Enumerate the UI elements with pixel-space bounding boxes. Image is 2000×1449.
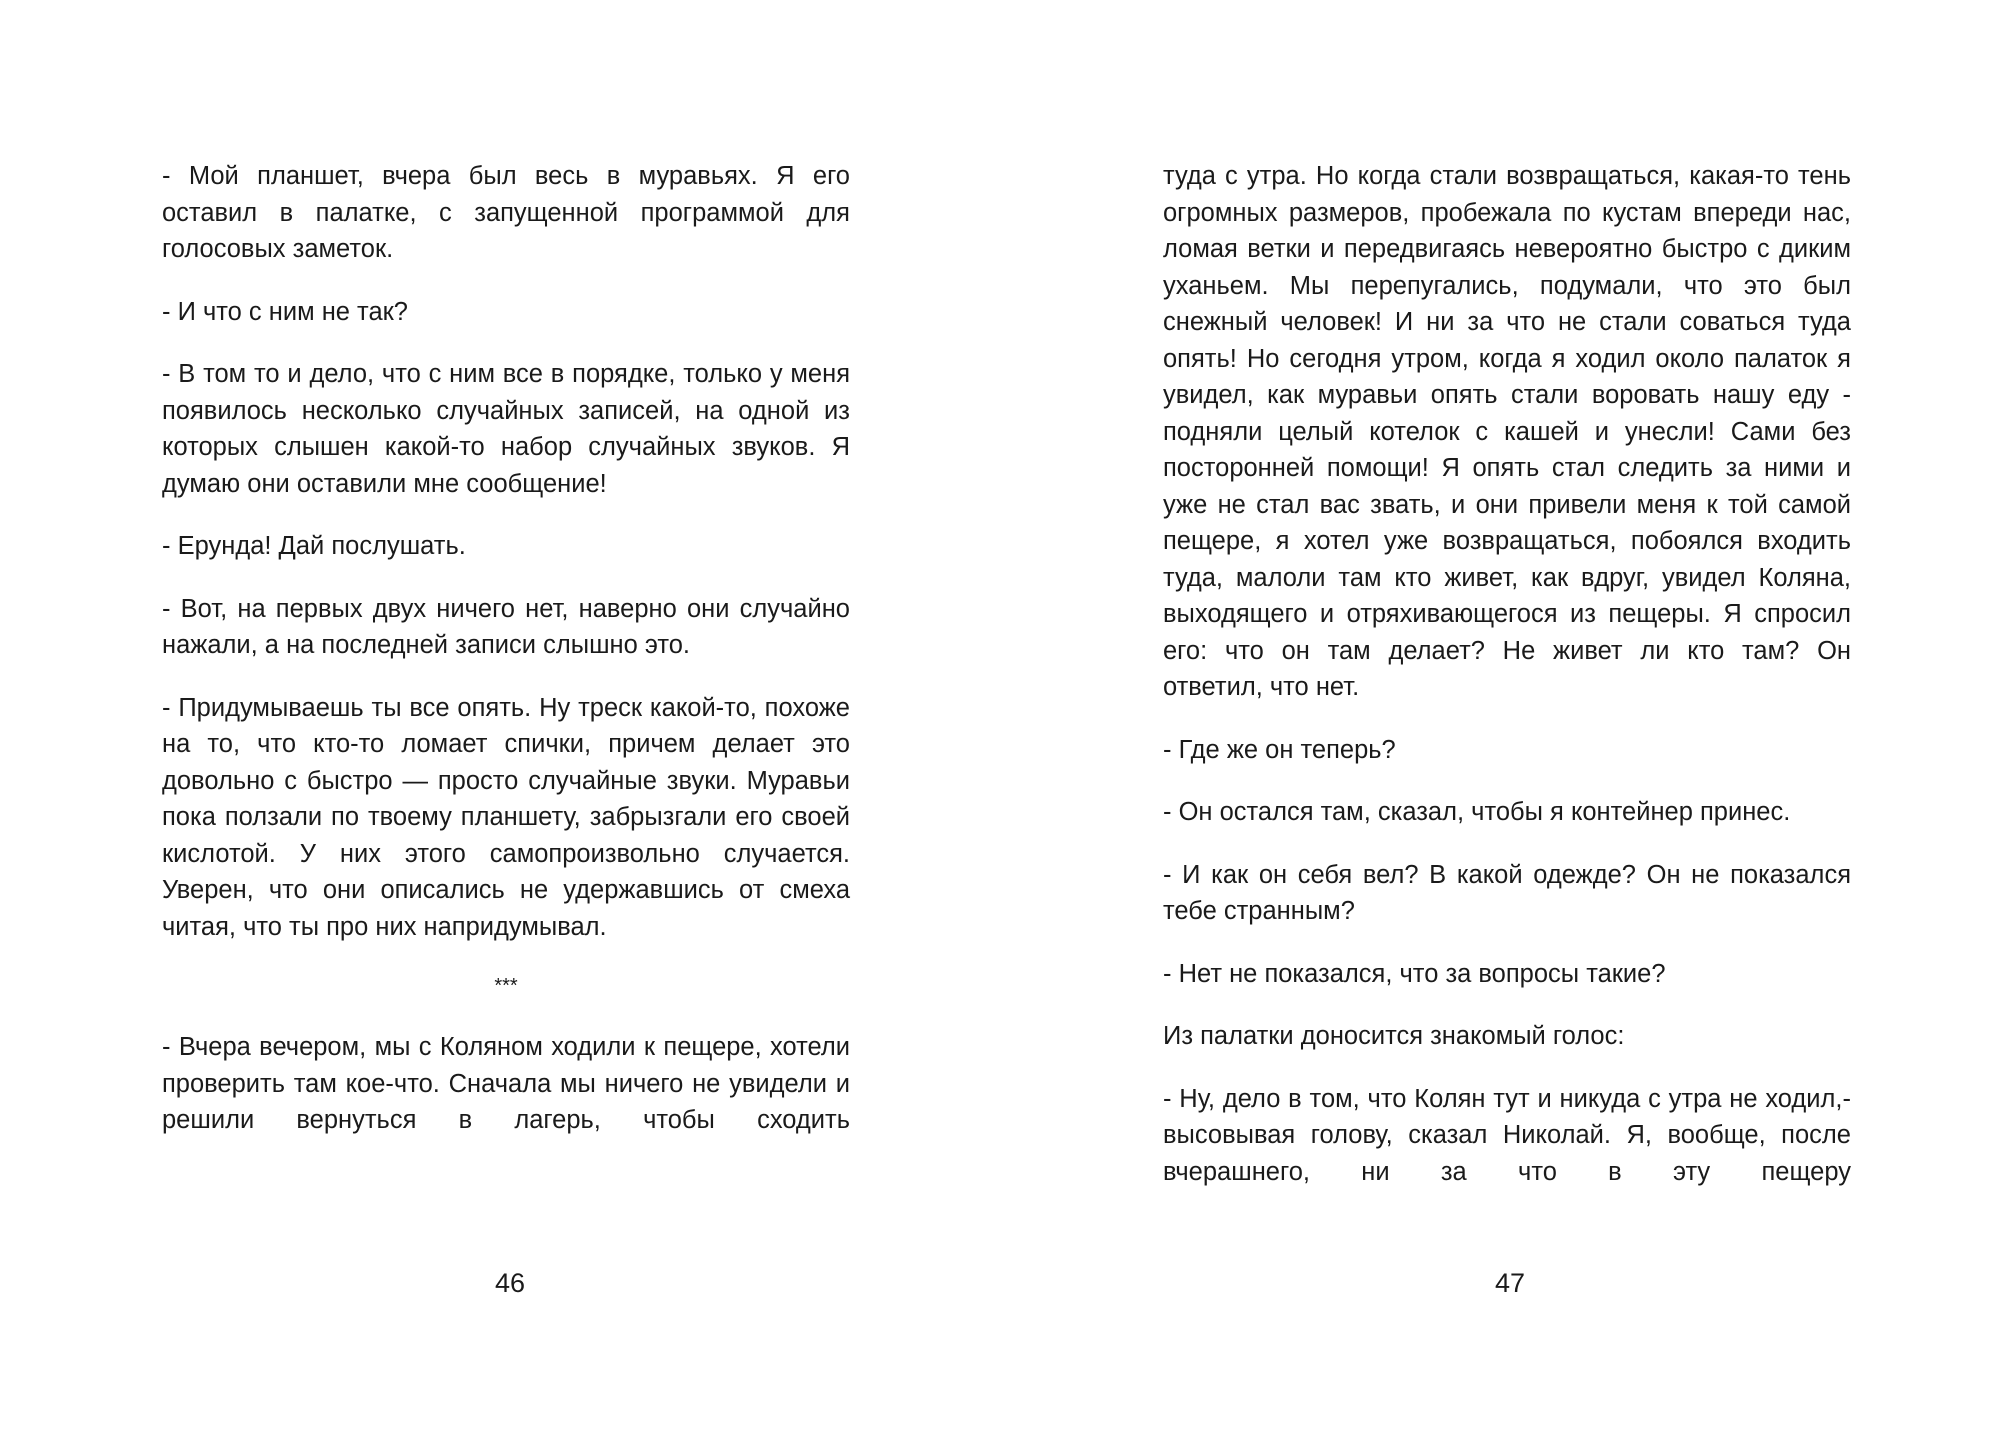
left-page	[162, 158, 850, 1165]
paragraph: - Придумываешь ты все опять. Ну треск какой-то, похоже на то, что кто-то ломает спички, причем делает это довольно с быстро — просто случайные звуки. Муравьи пока ползали по твоему планшету, забрызгали его своей кислотой. У них этого самопроизвольно случается. Уверен, что они описались не удержавшись от смеха читая, что ты про них напридумывал.	[162, 693, 850, 941]
section-separator: ***	[494, 975, 518, 997]
paragraph: - Он остался там, сказал, чтобы я контейнер принес.	[1163, 798, 1791, 826]
paragraph: - В том то и дело, что с ним все в порядке, только у меня появилось несколько случайных записей, на одной из которых слышен какой-то набор случайных звуков. Я думаю они оставили мне сообщение!	[162, 360, 850, 498]
paragraph: - Мой планшет, вчера был весь в муравьях. Я его оставил в палатке, с запущенной программой для голосовых заметок.	[162, 162, 850, 263]
right-page	[1163, 158, 1851, 1216]
paragraph: - Ну, дело в том, что Колян тут и никуда с утра не ходил,- высовывая голову, сказал Николай. Я, вообще, после вчерашнего, ни за что в эту пещеру	[1163, 1084, 1851, 1186]
paragraph: Из палатки доносится знакомый голос:	[1163, 1022, 1625, 1050]
paragraph: - Нет не показался, что за вопросы такие?	[1163, 959, 1666, 988]
paragraph: - И что с ним не так?	[162, 297, 408, 326]
paragraph: - И как он себя вел? В какой одежде? Он не показался тебе странным?	[1163, 860, 1851, 925]
paragraph: - Где же он теперь?	[1163, 735, 1396, 764]
paragraph: - Ерунда! Дай послушать.	[162, 532, 466, 560]
page-number-right: 47	[1494, 1268, 1526, 1298]
page-number-left: 46	[494, 1268, 526, 1298]
paragraph: туда с утра. Но когда стали возвращаться, какая-то тень огромных размеров, пробежала по кустам впереди нас, ломая ветки и передвигаясь невероятно быстро с диким уханьем. Мы перепугались, подумали, что это был снежный человек! И ни за что не стали соваться туда опять! Но сегодня утром, когда я ходил около палаток я увидел, как муравьи опять стали воровать нашу еду - подняли целый котелок с кашей и унесли! Сами без посторонней помощи! Я опять стал следить за ними и уже не стал вас звать, и они привели меня к той самой пещере, я хотел уже возвращаться, побоялся входить туда, малоли там кто живет, как вдруг, увидел Коляна, выходящего и отряхивающегося из пещеры. Я спросил его: что он там делает? Не живет ли кто там? Он ответил, что нет.	[1163, 162, 1851, 701]
paragraph: - Вот, на первых двух ничего нет, наверно они случайно нажали, а на последней записи слышно это.	[162, 594, 850, 659]
paragraph: - Вчера вечером, мы с Коляном ходили к пещере, хотели проверить там кое-что. Сначала мы ничего не увидели и решили вернуться в лагерь, чтобы сходить	[162, 1033, 850, 1134]
